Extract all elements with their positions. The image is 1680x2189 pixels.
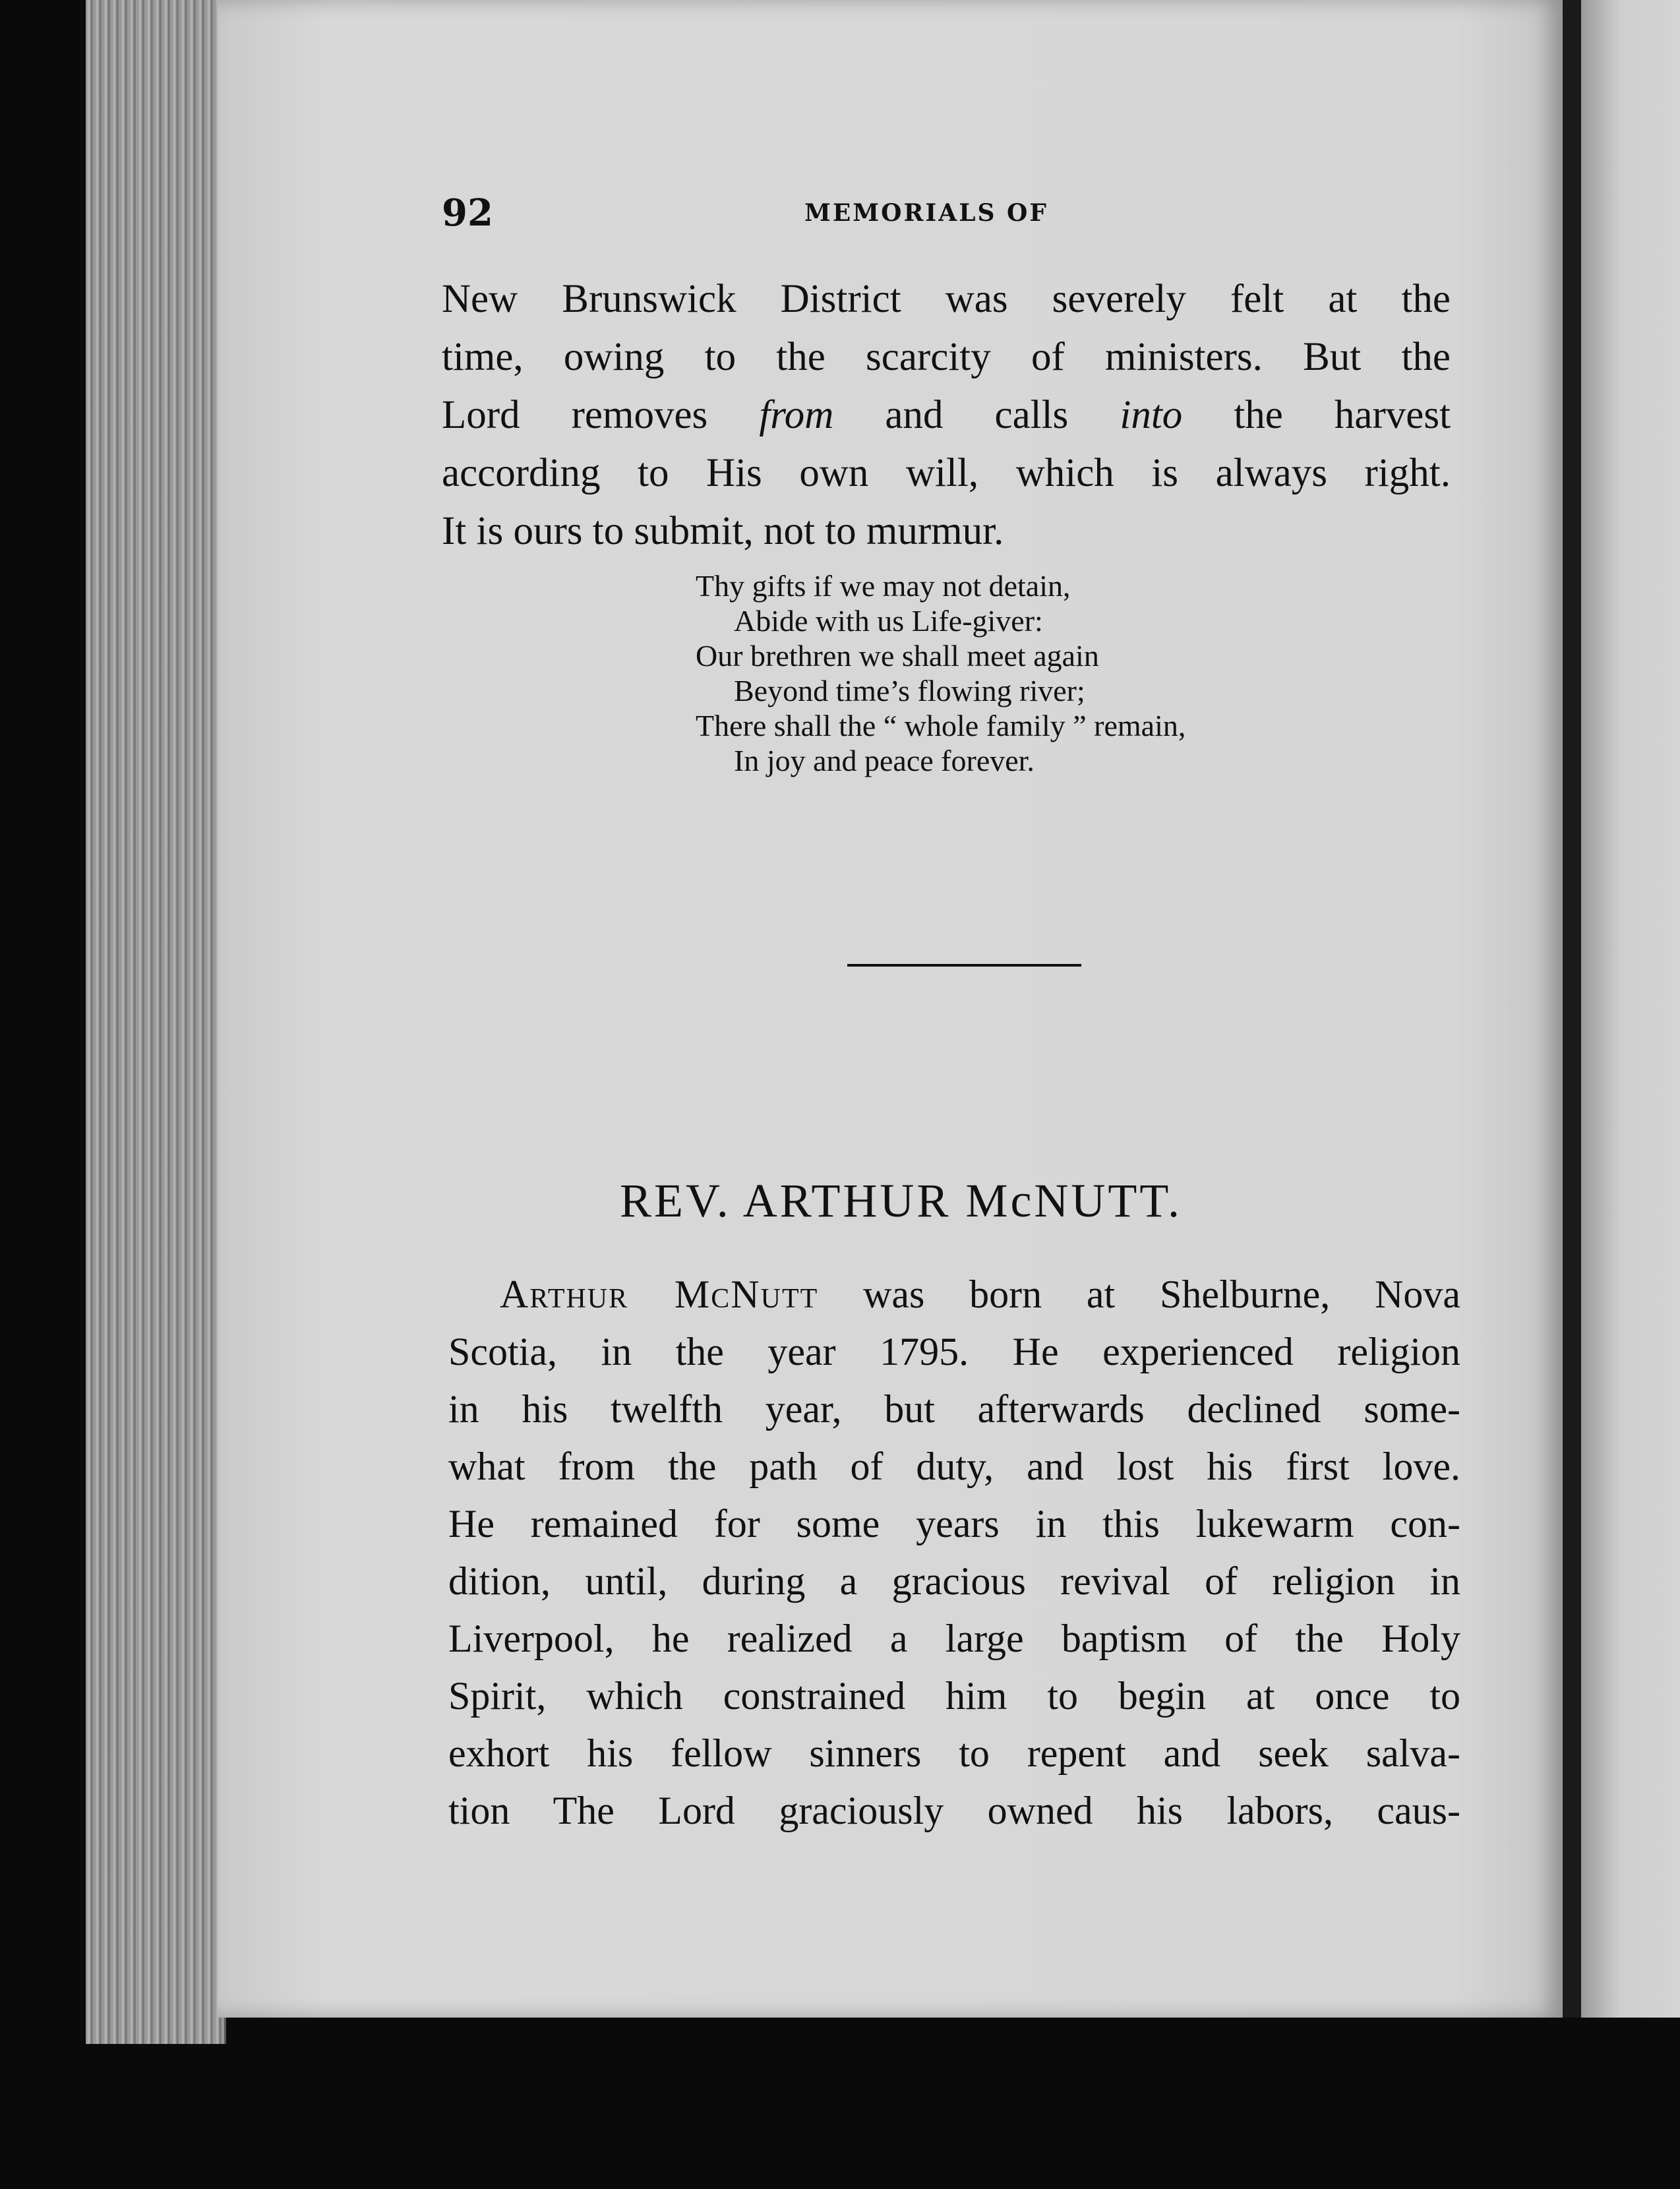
section-divider bbox=[847, 964, 1081, 967]
text-span: and calls bbox=[885, 393, 1069, 437]
text-line: according to His own will, which is always right. bbox=[442, 451, 1451, 495]
paragraph-biography bbox=[448, 1266, 1460, 1840]
text-line: Scotia, in the year 1795. He experienced religion bbox=[448, 1330, 1460, 1373]
text-span: the harvest bbox=[1234, 393, 1451, 437]
text-line bbox=[442, 386, 1451, 444]
text-line: It is ours to submit, not to murmur. bbox=[442, 509, 1004, 553]
text-line: tion The Lord graciously owned his labors, caus- bbox=[448, 1789, 1460, 1832]
emphasis-from: from bbox=[759, 393, 834, 437]
paragraph-top bbox=[442, 270, 1451, 560]
running-title: MEMORIALS OF bbox=[804, 199, 1048, 227]
text-line: He remained for some years in this lukewarm con- bbox=[448, 1502, 1460, 1545]
text-line bbox=[448, 1266, 1460, 1323]
verse-quotation bbox=[696, 568, 1368, 778]
verse-line: Beyond time’s flowing river; bbox=[734, 674, 1085, 707]
verse-line: There shall the “ whole family ” remain, bbox=[696, 709, 1186, 742]
text-line: what from the path of duty, and lost his first love. bbox=[448, 1445, 1460, 1488]
text-span: was born at Shelburne, Nova bbox=[863, 1273, 1460, 1316]
running-header bbox=[442, 191, 1451, 235]
verse-line: In joy and peace forever. bbox=[734, 744, 1035, 777]
book-gutter bbox=[1563, 0, 1581, 2018]
text-line: dition, until, during a gracious revival of religion in bbox=[448, 1559, 1460, 1603]
verse-line: Thy gifts if we may not detain, bbox=[696, 569, 1071, 603]
verse-line: Our brethren we shall meet again bbox=[696, 639, 1099, 673]
text-line: in his twelfth year, but afterwards declined some- bbox=[448, 1387, 1460, 1431]
lead-name: Arthur McNutt bbox=[500, 1273, 819, 1316]
facing-page-edge bbox=[1581, 0, 1680, 2018]
verse-line: Abide with us Life-giver: bbox=[734, 604, 1043, 638]
text-line: New Brunswick District was severely felt at the bbox=[442, 277, 1451, 321]
text-span: Lord removes bbox=[442, 393, 708, 437]
page-number: 92 bbox=[442, 191, 493, 235]
section-heading: REV. ARTHUR McNUTT. bbox=[620, 1174, 1183, 1227]
emphasis-into: into bbox=[1120, 393, 1183, 437]
text-line: Spirit, which constrained him to begin at once to bbox=[448, 1674, 1460, 1718]
page-edges bbox=[86, 0, 226, 2044]
text-line: exhort his fellow sinners to repent and seek salva- bbox=[448, 1731, 1460, 1775]
text-line: time, owing to the scarcity of ministers. But the bbox=[442, 335, 1451, 379]
text-line: Liverpool, he realized a large baptism of the Holy bbox=[448, 1617, 1460, 1660]
